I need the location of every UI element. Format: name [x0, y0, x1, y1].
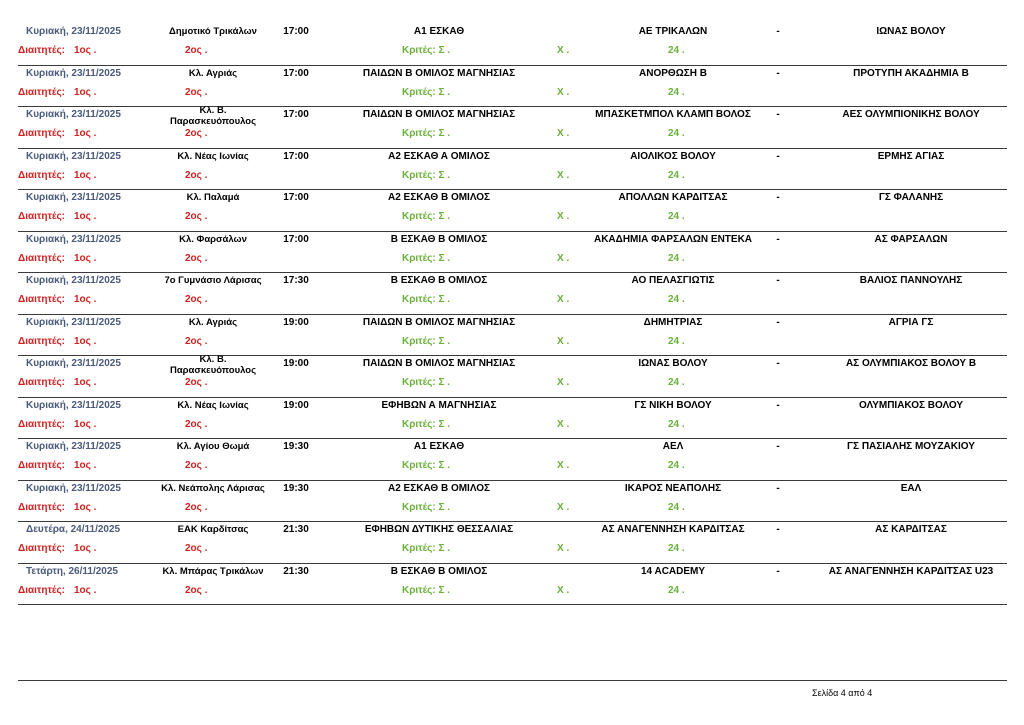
match-category: Β ΕΣΚΑΘ Β ΟΜΙΛΟΣ: [390, 565, 488, 577]
match-date: Κυριακή, 23/11/2025: [26, 482, 121, 494]
judges-label: Κριτές: Σ .: [402, 211, 451, 222]
judges-24: 24 .: [668, 86, 685, 98]
home-team: ΙΚΑΡΟΣ ΝΕΑΠΟΛΗΣ: [624, 482, 722, 494]
first-referee: 1ος .: [74, 45, 97, 56]
judges-label: Κριτές: Σ .: [402, 294, 451, 305]
match-venue: Κλ. Αγριάς: [188, 316, 238, 328]
match-time: 19:00: [283, 316, 309, 328]
judges-24: 24 .: [668, 294, 685, 305]
match-time: 17:00: [283, 109, 309, 120]
match-category: Α2 ΕΣΚΑΘ Α ΟΜΙΛΟΣ: [388, 150, 490, 162]
judges-24: 24 .: [668, 418, 685, 430]
versus-dash: -: [776, 233, 780, 245]
match-venue: Κλ. Αγίου Θωμά: [176, 441, 250, 452]
referees-label: Διαιτητές:: [18, 335, 65, 347]
home-team: ΑΣ ΑΝΑΓΕΝΝΗΣΗ ΚΑΡΔΙΤΣΑΣ: [601, 524, 745, 535]
judges-label: Κριτές: Σ .: [402, 128, 451, 139]
away-team: ΕΑΛ: [900, 482, 922, 494]
judges-x: Χ .: [557, 211, 570, 222]
judges-label: Κριτές: Σ .: [402, 584, 451, 596]
away-team: ΑΣ ΚΑΡΔΙΤΣΑΣ: [875, 524, 947, 535]
second-referee: 2ος .: [185, 169, 208, 181]
match-time: 21:30: [283, 524, 309, 535]
judges-24: 24 .: [668, 128, 685, 139]
match-row: [18, 66, 1007, 108]
referees-label: Διαιτητές:: [18, 501, 65, 513]
referees-label: Διαιτητές:: [18, 45, 65, 56]
versus-dash: -: [776, 192, 780, 203]
match-category: Β ΕΣΚΑΘ Β ΟΜΙΛΟΣ: [390, 275, 488, 286]
first-referee: 1ος .: [74, 418, 97, 430]
away-team: ΓΣ ΦΑΛΑΝΗΣ: [878, 192, 944, 203]
judges-24: 24 .: [668, 584, 685, 596]
match-venue: Κλ. Νέας Ιωνίας: [177, 150, 249, 162]
match-date: Κυριακή, 23/11/2025: [26, 233, 121, 245]
match-venue: Κλ. Β. Παρασκευόπουλος: [169, 354, 257, 376]
match-category: Α1 ΕΣΚΑΘ: [413, 441, 465, 452]
referees-label: Διαιτητές:: [18, 584, 65, 596]
first-referee: 1ος .: [74, 169, 97, 181]
away-team: ΑΣ ΟΛΥΜΠΙΑΚΟΣ ΒΟΛΟΥ Β: [845, 358, 977, 369]
away-team: ΑΣ ΦΑΡΣΑΛΩΝ: [874, 233, 948, 245]
match-time: 19:00: [283, 358, 309, 369]
versus-dash: -: [776, 358, 780, 369]
second-referee: 2ος .: [185, 335, 208, 347]
match-row: [18, 439, 1007, 481]
judges-x: Χ .: [557, 418, 570, 430]
footer-divider: [18, 680, 1007, 681]
home-team: ΔΗΜΗΤΡΙΑΣ: [643, 316, 703, 328]
judges-x: Χ .: [557, 252, 570, 264]
away-team: ΟΛΥΜΠΙΑΚΟΣ ΒΟΛΟΥ: [858, 399, 964, 411]
judges-x: Χ .: [557, 543, 570, 554]
judges-x: Χ .: [557, 128, 570, 139]
match-row: [18, 481, 1007, 523]
away-team: ΑΕΣ ΟΛΥΜΠΙΟΝΙΚΗΣ ΒΟΛΟΥ: [842, 109, 980, 120]
second-referee: 2ος .: [185, 460, 208, 471]
match-venue: Κλ. Β. Παρασκευόπουλος: [169, 105, 257, 127]
referees-label: Διαιτητές:: [18, 377, 65, 388]
match-time: 17:00: [283, 192, 309, 203]
second-referee: 2ος .: [185, 377, 208, 388]
judges-label: Κριτές: Σ .: [402, 45, 451, 56]
away-team: ΑΣ ΑΝΑΓΕΝΝΗΣΗ ΚΑΡΔΙΤΣΑΣ U23: [828, 565, 994, 577]
away-team: ΠΡΟΤΥΠΗ ΑΚΑΔΗΜΙΑ Β: [853, 67, 969, 79]
match-time: 17:00: [283, 233, 309, 245]
match-venue: Κλ. Νεάπολης Λάρισας: [161, 482, 265, 494]
judges-24: 24 .: [668, 211, 685, 222]
judges-x: Χ .: [557, 169, 570, 181]
match-time: 17:00: [283, 26, 309, 37]
first-referee: 1ος .: [74, 377, 97, 388]
second-referee: 2ος .: [185, 584, 208, 596]
away-team: ΕΡΜΗΣ ΑΓΙΑΣ: [877, 150, 945, 162]
judges-x: Χ .: [557, 294, 570, 305]
judges-x: Χ .: [557, 335, 570, 347]
first-referee: 1ος .: [74, 584, 97, 596]
away-team: ΒΑΛΙΟΣ ΠΑΝΝΟΥΛΗΣ: [859, 275, 963, 286]
match-category: Α1 ΕΣΚΑΘ: [413, 26, 465, 37]
match-date: Κυριακή, 23/11/2025: [26, 192, 121, 203]
match-venue: ΕΑΚ Καρδίτσας: [177, 524, 249, 535]
match-time: 19:30: [283, 441, 309, 452]
match-date: Κυριακή, 23/11/2025: [26, 275, 121, 286]
match-row: [18, 356, 1007, 398]
match-venue: Κλ. Αγριάς: [188, 67, 238, 79]
referees-label: Διαιτητές:: [18, 543, 65, 554]
second-referee: 2ος .: [185, 501, 208, 513]
judges-24: 24 .: [668, 335, 685, 347]
first-referee: 1ος .: [74, 211, 97, 222]
match-date: Τετάρτη, 26/11/2025: [26, 565, 118, 577]
judges-24: 24 .: [668, 377, 685, 388]
judges-label: Κριτές: Σ .: [402, 501, 451, 513]
match-row: [18, 24, 1007, 66]
first-referee: 1ος .: [74, 86, 97, 98]
judges-label: Κριτές: Σ .: [402, 377, 451, 388]
judges-label: Κριτές: Σ .: [402, 460, 451, 471]
versus-dash: -: [776, 399, 780, 411]
referees-label: Διαιτητές:: [18, 169, 65, 181]
judges-x: Χ .: [557, 460, 570, 471]
match-row: [18, 190, 1007, 232]
match-venue: 7ο Γυμνάσιο Λάρισας: [164, 275, 262, 286]
second-referee: 2ος .: [185, 211, 208, 222]
first-referee: 1ος .: [74, 501, 97, 513]
page-number: Σελίδα 4 από 4: [812, 688, 873, 698]
match-date: Κυριακή, 23/11/2025: [26, 316, 121, 328]
versus-dash: -: [776, 316, 780, 328]
match-category: Α2 ΕΣΚΑΘ Β ΟΜΙΛΟΣ: [387, 482, 491, 494]
away-team: ΑΓΡΙΑ ΓΣ: [888, 316, 934, 328]
second-referee: 2ος .: [185, 418, 208, 430]
match-venue: Δημοτικό Τρικάλων: [169, 26, 257, 37]
judges-24: 24 .: [668, 501, 685, 513]
home-team: ΑΠΟΛΛΩΝ ΚΑΡΔΙΤΣΑΣ: [618, 192, 728, 203]
second-referee: 2ος .: [185, 86, 208, 98]
referees-label: Διαιτητές:: [18, 128, 65, 139]
match-category: Α2 ΕΣΚΑΘ Β ΟΜΙΛΟΣ: [387, 192, 491, 203]
judges-label: Κριτές: Σ .: [402, 543, 451, 554]
match-date: Δευτέρα, 24/11/2025: [26, 524, 121, 535]
first-referee: 1ος .: [74, 128, 97, 139]
judges-x: Χ .: [557, 86, 570, 98]
judges-label: Κριτές: Σ .: [402, 169, 451, 181]
first-referee: 1ος .: [74, 460, 97, 471]
versus-dash: -: [776, 441, 780, 452]
away-team: ΙΩΝΑΣ ΒΟΛΟΥ: [876, 26, 946, 37]
second-referee: 2ος .: [185, 45, 208, 56]
judges-24: 24 .: [668, 45, 685, 56]
match-row: [18, 398, 1007, 440]
judges-24: 24 .: [668, 543, 685, 554]
match-venue: Κλ. Νέας Ιωνίας: [177, 399, 249, 411]
match-category: ΠΑΙΔΩΝ Β ΟΜΙΛΟΣ ΜΑΓΝΗΣΙΑΣ: [362, 358, 516, 369]
versus-dash: -: [776, 524, 780, 535]
judges-x: Χ .: [557, 584, 570, 596]
referees-label: Διαιτητές:: [18, 294, 65, 305]
first-referee: 1ος .: [74, 294, 97, 305]
judges-label: Κριτές: Σ .: [402, 252, 451, 264]
home-team: ΑΝΟΡΘΩΣΗ Β: [639, 67, 707, 79]
match-row: [18, 522, 1007, 564]
match-category: Β ΕΣΚΑΘ Β ΟΜΙΛΟΣ: [390, 233, 488, 245]
judges-24: 24 .: [668, 169, 685, 181]
match-date: Κυριακή, 23/11/2025: [26, 441, 121, 452]
home-team: ΑΕ ΤΡΙΚΑΛΩΝ: [638, 26, 708, 37]
referees-label: Διαιτητές:: [18, 418, 65, 430]
home-team: ΙΩΝΑΣ ΒΟΛΟΥ: [638, 358, 708, 369]
referees-label: Διαιτητές:: [18, 211, 65, 222]
match-row: [18, 107, 1007, 149]
match-venue: Κλ. Μπάρας Τρικάλων: [162, 565, 264, 577]
versus-dash: -: [776, 26, 780, 37]
match-category: ΠΑΙΔΩΝ Β ΟΜΙΛΟΣ ΜΑΓΝΗΣΙΑΣ: [362, 109, 516, 120]
judges-x: Χ .: [557, 501, 570, 513]
match-schedule: [18, 24, 1007, 605]
home-team: ΓΣ ΝΙΚΗ ΒΟΛΟΥ: [634, 399, 712, 411]
match-time: 19:30: [283, 482, 309, 494]
judges-x: Χ .: [557, 377, 570, 388]
second-referee: 2ος .: [185, 252, 208, 264]
away-team: ΓΣ ΠΑΣΙΑΛΗΣ ΜΟΥΖΑΚΙΟΥ: [847, 441, 975, 452]
versus-dash: -: [776, 150, 780, 162]
first-referee: 1ος .: [74, 335, 97, 347]
match-time: 21:30: [283, 565, 309, 577]
judges-x: Χ .: [557, 45, 570, 56]
match-date: Κυριακή, 23/11/2025: [26, 109, 121, 120]
match-row: [18, 564, 1007, 606]
judges-24: 24 .: [668, 252, 685, 264]
second-referee: 2ος .: [185, 128, 208, 139]
versus-dash: -: [776, 109, 780, 120]
home-team: ΑΚΑΔΗΜΙΑ ΦΑΡΣΑΛΩΝ ΕΝΤΕΚΑ: [593, 233, 753, 245]
match-date: Κυριακή, 23/11/2025: [26, 358, 121, 369]
home-team: 14 ACADEMY: [640, 565, 706, 577]
match-time: 19:00: [283, 399, 309, 411]
versus-dash: -: [776, 565, 780, 577]
match-category: ΠΑΙΔΩΝ Β ΟΜΙΛΟΣ ΜΑΓΝΗΣΙΑΣ: [362, 67, 516, 79]
second-referee: 2ος .: [185, 543, 208, 554]
match-venue: Κλ. Φαρσάλων: [179, 233, 247, 245]
match-date: Κυριακή, 23/11/2025: [26, 150, 121, 162]
match-date: Κυριακή, 23/11/2025: [26, 26, 121, 37]
match-category: ΕΦΗΒΩΝ Α ΜΑΓΝΗΣΙΑΣ: [381, 399, 497, 411]
match-row: [18, 273, 1007, 315]
match-category: ΠΑΙΔΩΝ Β ΟΜΙΛΟΣ ΜΑΓΝΗΣΙΑΣ: [362, 316, 516, 328]
referees-label: Διαιτητές:: [18, 86, 65, 98]
home-team: ΑΙΟΛΙΚΟΣ ΒΟΛΟΥ: [630, 150, 716, 162]
home-team: ΑΕΛ: [662, 441, 684, 452]
home-team: ΑΟ ΠΕΛΑΣΓΙΩΤΙΣ: [631, 275, 715, 286]
first-referee: 1ος .: [74, 252, 97, 264]
match-category: ΕΦΗΒΩΝ ΔΥΤΙΚΗΣ ΘΕΣΣΑΛΙΑΣ: [364, 524, 514, 535]
home-team: ΜΠΑΣΚΕΤΜΠΟΛ ΚΛΑΜΠ ΒΟΛΟΣ: [595, 109, 751, 120]
match-row: [18, 232, 1007, 274]
referees-label: Διαιτητές:: [18, 252, 65, 264]
second-referee: 2ος .: [185, 294, 208, 305]
match-venue: Κλ. Παλαμά: [186, 192, 240, 203]
referees-label: Διαιτητές:: [18, 460, 65, 471]
judges-label: Κριτές: Σ .: [402, 418, 451, 430]
judges-24: 24 .: [668, 460, 685, 471]
judges-label: Κριτές: Σ .: [402, 335, 451, 347]
judges-label: Κριτές: Σ .: [402, 86, 451, 98]
match-time: 17:00: [283, 150, 309, 162]
match-date: Κυριακή, 23/11/2025: [26, 399, 121, 411]
versus-dash: -: [776, 67, 780, 79]
match-time: 17:00: [283, 67, 309, 79]
match-time: 17:30: [283, 275, 309, 286]
versus-dash: -: [776, 482, 780, 494]
match-date: Κυριακή, 23/11/2025: [26, 67, 121, 79]
versus-dash: -: [776, 275, 780, 286]
match-row: [18, 149, 1007, 191]
first-referee: 1ος .: [74, 543, 97, 554]
match-row: [18, 315, 1007, 357]
